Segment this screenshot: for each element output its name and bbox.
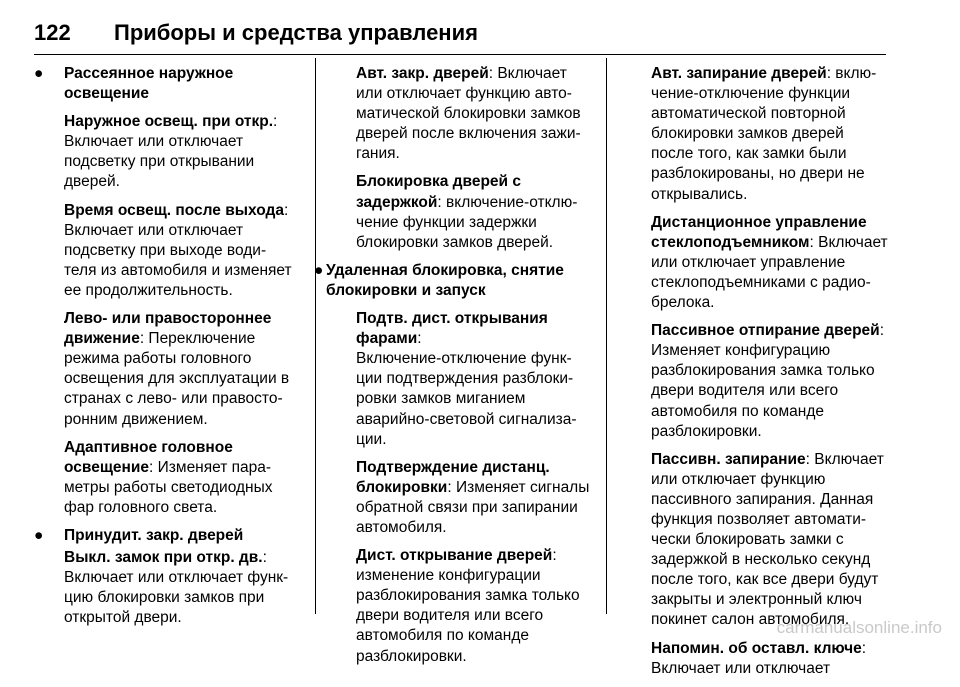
menu-entry: Выкл. замок при откр. дв.: Включает или отключает функ- цию блокировки замков при открытой двери. (64, 548, 306, 628)
entry-label: Адаптивное головное (64, 438, 233, 456)
entry-text: закрыты и электронный ключ (651, 591, 862, 609)
entry-text: двери водителя или всего (651, 382, 839, 400)
entry-text: чение функции задержки (356, 213, 537, 231)
bullet-heading-line: блокировки и запуск (326, 281, 486, 299)
entry-text: задержкой в несколько секунд (651, 551, 871, 569)
entry-text: : Изменяет сигналы (447, 478, 590, 496)
entry-text: чение-отключение функции (651, 85, 851, 103)
entry-label: задержкой (356, 193, 438, 211)
page-number: 122 (34, 20, 71, 45)
entry-text: подсветку при выходе води- (64, 241, 267, 259)
entry-text: разблокированы, но двери не (651, 165, 865, 183)
bullet-heading-line: Рассеянное наружное (64, 65, 234, 82)
entry-text: ронним движением. (64, 410, 208, 428)
entry-text: автоматической повторной (651, 105, 846, 123)
menu-entry (356, 458, 594, 538)
entry-text: блокировки замков дверей. (356, 233, 554, 251)
entry-text: или отключает функцию авто- (356, 85, 572, 103)
entry-text: гания. (356, 145, 400, 163)
entry-label: Наружное освещ. при откр. (64, 113, 274, 131)
bullet-heading-line: Удаленная блокировка, снятие (326, 261, 564, 279)
entry-text: стеклоподъемниками с радио- (651, 273, 871, 291)
entry-text: подсветку при открывании (64, 153, 255, 171)
entry-label: Подтверждение дистанц. (356, 458, 550, 476)
entry-text: Включает или отключает (651, 659, 831, 677)
entry-text: Включение-отключение функ- (356, 350, 572, 368)
entry-text: Изменяет конфигурацию (651, 342, 831, 360)
entry-text: после того, как замки были (651, 145, 847, 163)
entry-text: автомобиля по команде (356, 627, 530, 645)
entry-text: дверей. (64, 173, 120, 191)
menu-entry (651, 213, 889, 313)
entry-text: странах с лево- или правосто- (64, 390, 283, 408)
bullet-heading-line: освещение (64, 85, 150, 103)
column-1 (34, 64, 306, 636)
column-2 (314, 64, 594, 675)
entry-text: открывались. (651, 185, 748, 203)
menu-entry (356, 64, 594, 164)
entry-text: или отключает функцию (651, 470, 826, 488)
menu-entry: Подтв. дист. открывания фарами: Включение-отключение функ- ции подтверждения разблоки- ровки замков миганием аварийно-световой сигнализа- ции. (356, 309, 594, 450)
bullet-icon: ● (314, 261, 324, 279)
entry-label: Пассивное отпирание дверей (651, 322, 880, 340)
entry-text: автомобиля по команде (651, 402, 825, 420)
bullet-heading-line: Принудит. закр. дверей (64, 526, 244, 544)
entry-text: двери водителя или всего (356, 607, 544, 625)
menu-entry (64, 438, 306, 518)
entry-text: метры работы светодиодных (64, 478, 273, 496)
entry-text: брелока. (651, 294, 715, 312)
entry-text: : включение-отклю- (437, 193, 578, 211)
menu-entry: Наружное освещ. при откр.: Включает или отключает подсветку при открывании дверей. (64, 112, 306, 192)
entry-label: Напомин. об оставл. ключе (651, 639, 862, 657)
entry-text: открытой двери. (64, 609, 182, 627)
entry-text: или отключает управление (651, 253, 846, 271)
entry-text: пассивного запирания. Данная (651, 490, 874, 508)
entry-text: обратной связи при запирании (356, 498, 578, 516)
entry-text: ции. (356, 430, 387, 448)
bullet-heading (314, 261, 594, 301)
entry-text: покинет салон автомобиля. (651, 611, 850, 629)
column-divider (315, 58, 316, 614)
column-divider (606, 58, 607, 614)
page-title: Приборы и средства управления (114, 20, 478, 45)
entry-text: Включает или отключает функ- (64, 569, 289, 587)
entry-label: фарами (356, 330, 418, 348)
menu-entry (651, 450, 889, 631)
entry-text: : вклю- (826, 65, 877, 82)
watermark: carmanualsonline.info (776, 618, 942, 637)
entry-text: Включает или отключает (64, 133, 244, 151)
menu-entry (356, 172, 594, 252)
entry-text: : Включает (805, 450, 884, 468)
entry-text: ее продолжительность. (64, 281, 233, 299)
menu-entry: Напомин. об оставл. ключе: Включает или отключает (651, 639, 889, 679)
entry-text: разблокирования замка только (356, 587, 580, 605)
bullet-icon: ● (34, 65, 44, 82)
entry-text: фар головного света. (64, 498, 218, 516)
entry-text: : Включает (809, 233, 888, 251)
entry-label: Лево- или правостороннее (64, 310, 272, 328)
entry-text: изменение конфигурации (356, 567, 541, 585)
menu-entry (64, 309, 306, 430)
entry-label: Дистанционное управление (651, 213, 867, 231)
entry-label: Пассивн. запирание (651, 450, 806, 468)
entry-label: Подтв. дист. открывания (356, 310, 548, 328)
entry-text: после того, как все двери будут (651, 571, 879, 589)
entry-text: : Изменяет пара- (149, 458, 272, 476)
bullet-icon: ● (34, 526, 44, 544)
entry-text: дверей после включения зажи- (356, 125, 581, 143)
menu-entry: Дист. открывание дверей: изменение конфигурации разблокирования замка только двери водителя или всего автомобиля по команде разблокировки. (356, 546, 594, 667)
entry-text: разблокировки. (651, 422, 762, 440)
entry-text: режима работы головного (64, 350, 252, 368)
entry-text: : Включает (488, 65, 567, 82)
menu-entry (651, 64, 889, 205)
entry-label: Дист. открывание дверей (356, 547, 553, 565)
entry-label: Авт. запирание дверей (651, 65, 827, 82)
entry-text: разблокировки. (356, 647, 467, 665)
entry-label: движение (64, 330, 140, 348)
entry-text: аварийно-световой сигнализа- (356, 410, 577, 428)
column-3 (651, 64, 889, 687)
entry-label: Авт. закр. дверей (356, 65, 489, 82)
entry-label: стеклоподъемником (651, 233, 810, 251)
entry-text: чески блокировать замки с (651, 531, 844, 549)
entry-text: цию блокировки замков при (64, 589, 265, 607)
menu-entry: Пассивное отпирание дверей: Изменяет конфигурацию разблокирования замка только двери водителя или всего автомобиля по команде разблокировки. (651, 321, 889, 442)
entry-text: теля из автомобиля и изменяет (64, 261, 292, 279)
bullet-heading (34, 64, 306, 104)
entry-label: Блокировка дверей с (356, 173, 522, 191)
entry-text: освещения для эксплуатации в (64, 370, 290, 388)
entry-label: Время освещ. после выхода (64, 201, 284, 219)
bullet-heading (34, 526, 306, 546)
page-header (34, 20, 886, 55)
entry-text: ровки замков миганием (356, 390, 526, 408)
entry-label: блокировки (356, 478, 448, 496)
entry-text: : Переключение (139, 330, 256, 348)
menu-entry: Время освещ. после выхода: Включает или отключает подсветку при выходе води- теля из автомобиля и изменяет ее продолжительность. (64, 201, 306, 301)
entry-text: ции подтверждения разблоки- (356, 370, 574, 388)
entry-label: Выкл. замок при откр. дв. (64, 549, 263, 567)
entry-text: автомобиля. (356, 518, 447, 536)
entry-text: матической блокировки замков (356, 105, 581, 123)
entry-text: функция позволяет автомати- (651, 510, 867, 528)
entry-text: блокировки замков дверей (651, 125, 844, 143)
entry-label: освещение (64, 458, 150, 476)
entry-text: разблокирования замка только (651, 362, 875, 380)
entry-text: Включает или отключает (64, 221, 244, 239)
